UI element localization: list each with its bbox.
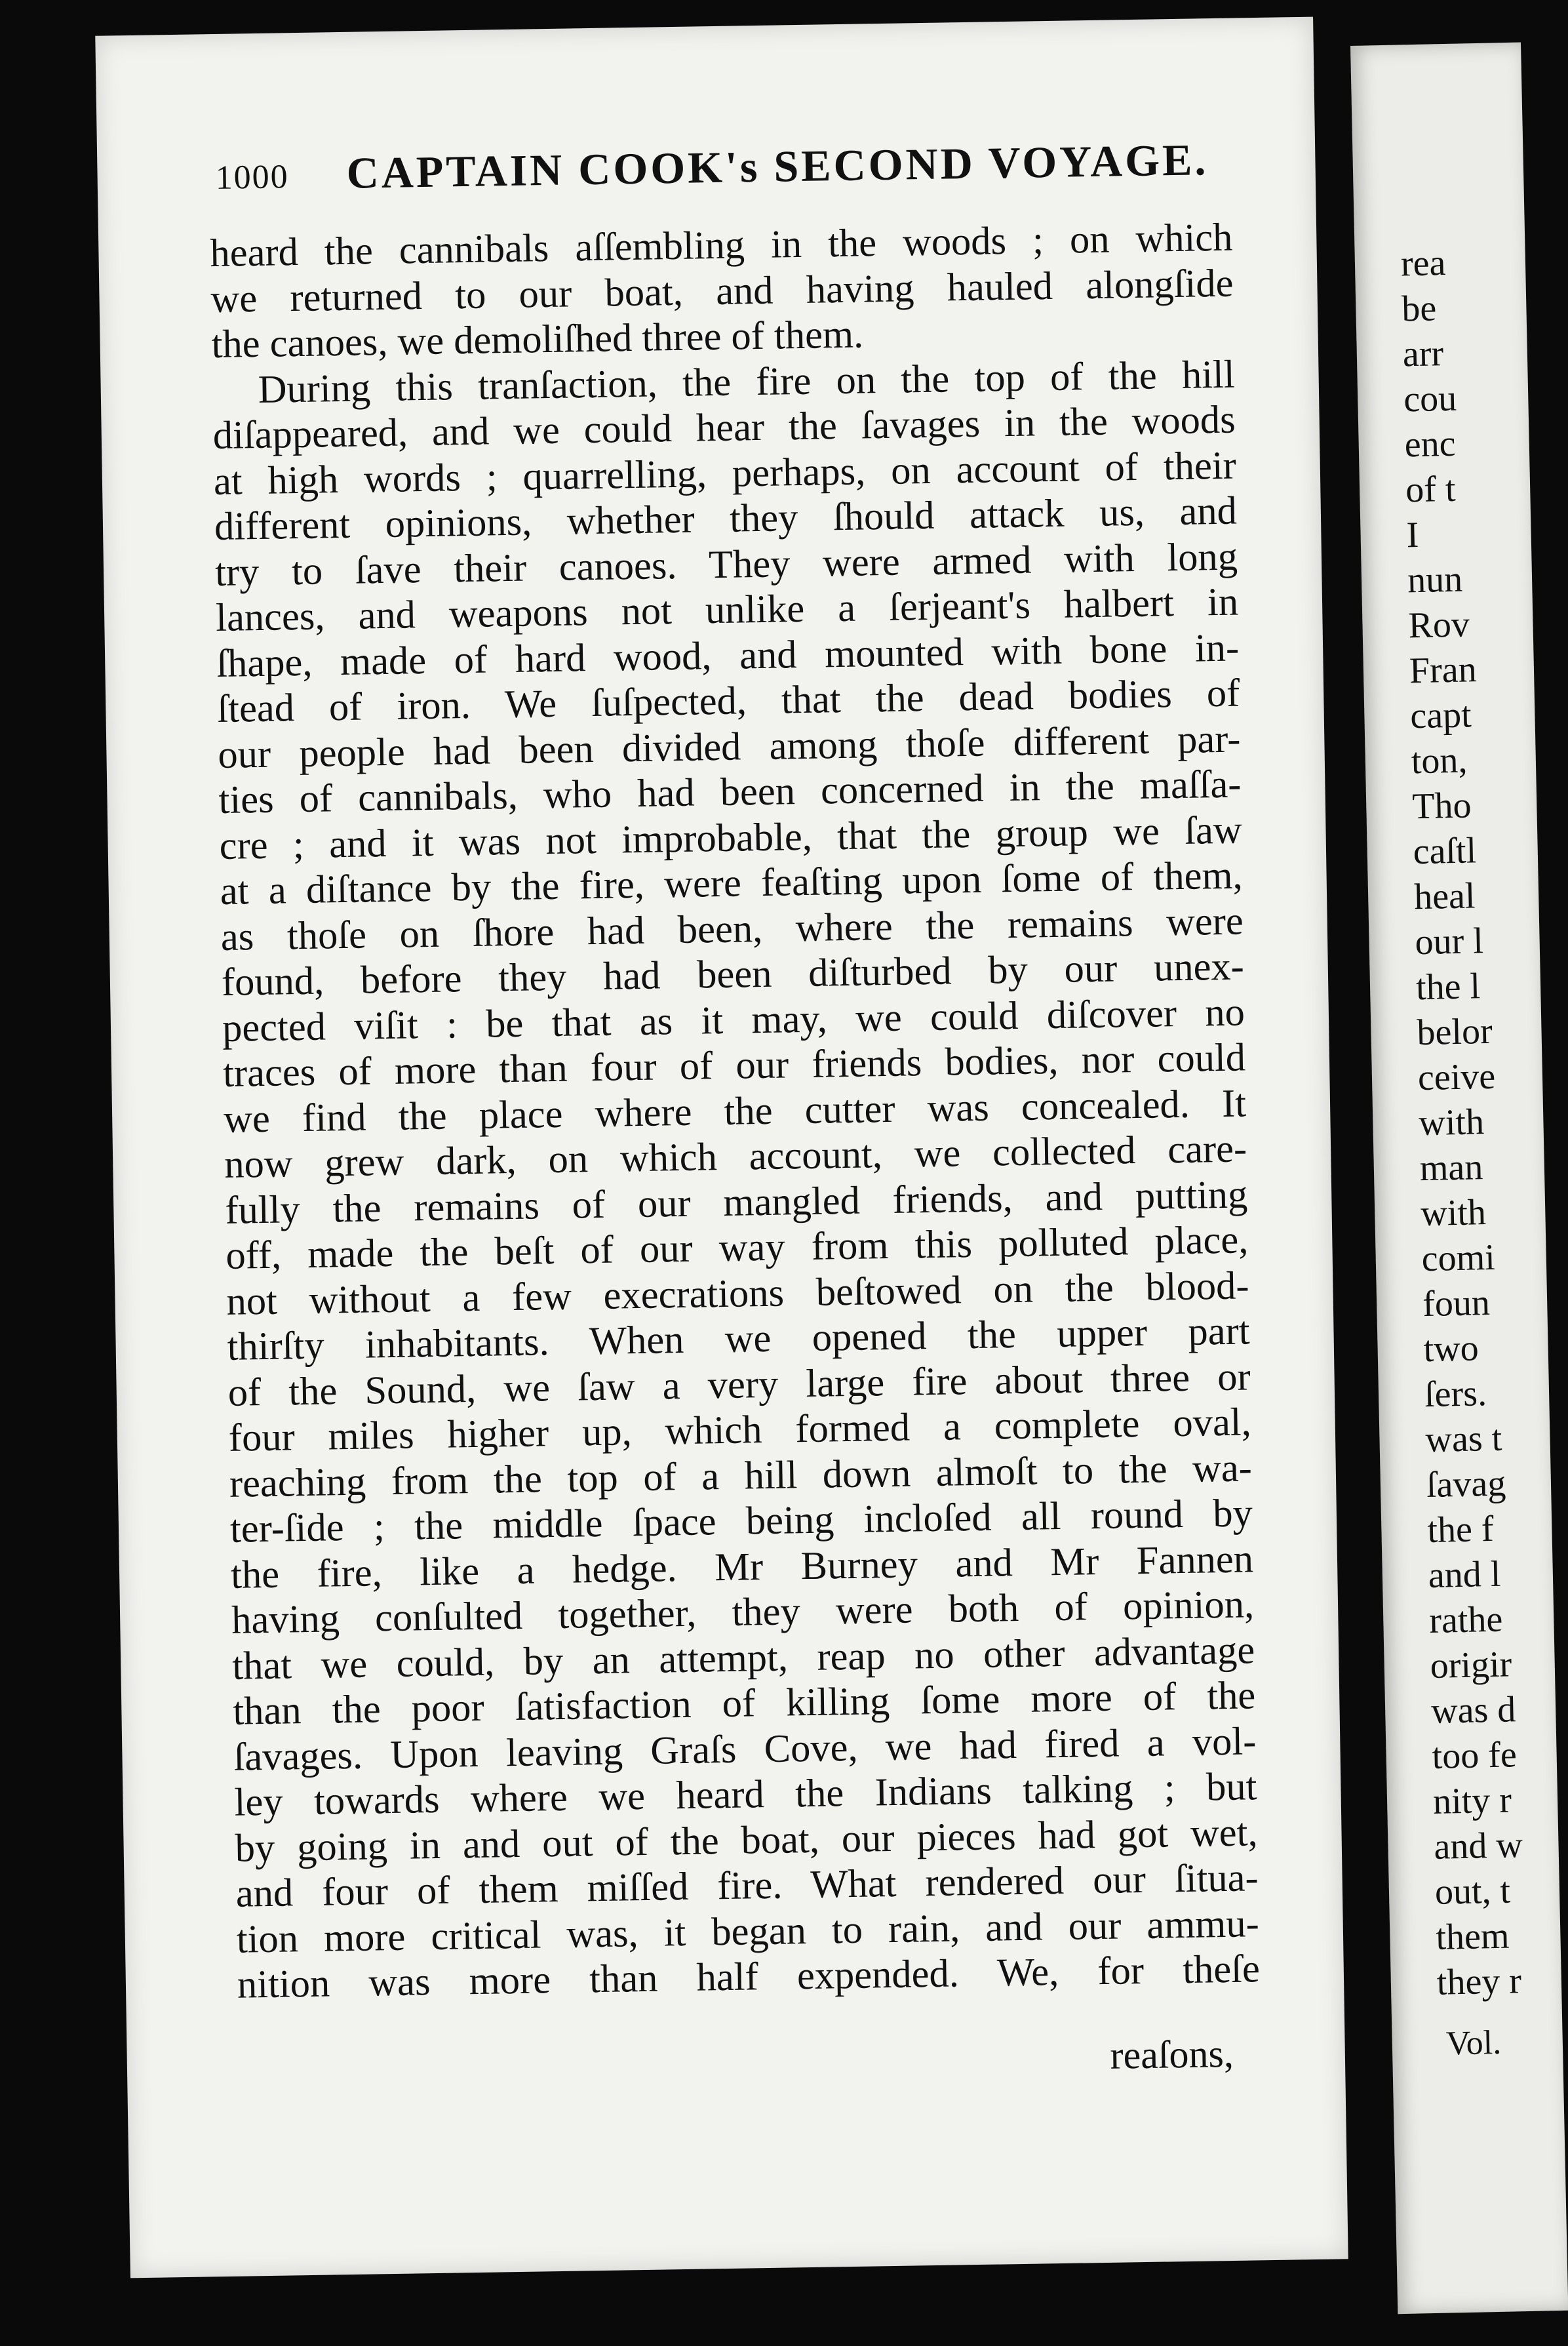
text-fragment: nun	[1407, 559, 1463, 601]
text-line: not without a few execrations beſtowed on the blood-	[226, 1263, 1249, 1324]
text-fragment: too fe	[1432, 1734, 1518, 1777]
text-line: diſappeared, and we could hear the ſavages in the woods	[212, 397, 1236, 458]
text-fragment: Rov	[1407, 604, 1470, 646]
text-fragment: with	[1418, 1102, 1485, 1144]
text-line: ley towards where we heard the Indians talking ; but	[234, 1764, 1257, 1825]
text-line: cre ; and it was not improbable, that the group we ſaw	[219, 807, 1243, 868]
text-line: found, before they had been diſturbed by our unex-	[221, 944, 1245, 1004]
text-fragment: ceive	[1417, 1056, 1496, 1099]
text-line: thirſty inhabitants. When we opened the upper part	[227, 1309, 1251, 1369]
text-fragment: two	[1423, 1328, 1480, 1370]
text-line: now grew dark, on which account, we collected care-	[224, 1126, 1247, 1187]
text-fragment: with	[1420, 1192, 1487, 1235]
text-line: ſhape, made of hard wood, and mounted with bone in-	[216, 626, 1240, 686]
text-line: at a diſtance by the fire, were feaſting upon ſome of them,	[220, 853, 1244, 913]
text-line: having conſulted together, they were both of opinion,	[231, 1582, 1255, 1642]
text-line: off, made the beſt of our way from this polluted place,	[225, 1218, 1249, 1278]
text-line: we find the place where the cutter was concealed. It	[223, 1081, 1247, 1142]
text-fragment: cou	[1403, 378, 1457, 420]
text-fragment: rathe	[1428, 1599, 1503, 1641]
text-fragment: and w	[1433, 1825, 1523, 1867]
text-line: by going in and out of the boat, our pieces had got wet,	[235, 1810, 1259, 1871]
text-line: tion more critical was, it began to rain, and our ammu-	[236, 1901, 1260, 1962]
text-line: of the Sound, we ſaw a very large fire about three or	[227, 1354, 1251, 1415]
text-fragment: enc	[1404, 423, 1457, 466]
text-line: different opinions, whether they ſhould attack us, and	[214, 488, 1238, 549]
text-line: traces of more than four of our friends bodies, nor could	[222, 1035, 1246, 1096]
text-line: our people had been divided among thoſe different par-	[217, 716, 1241, 777]
text-fragment: Tho	[1411, 785, 1472, 827]
text-line: the canoes, we demoliſhed three of them.	[211, 312, 864, 367]
text-line: at high words ; quarrelling, perhaps, on account of their	[213, 443, 1237, 504]
text-line: heard the cannibals aſſembling in the woods ; on which	[209, 215, 1233, 276]
text-fragment: foun	[1422, 1282, 1491, 1325]
text-line: ſtead of iron. We ſuſpected, that the dead bodies of	[216, 671, 1240, 732]
page-header	[215, 129, 1237, 210]
text-fragment: capt	[1409, 694, 1472, 737]
text-fragment: nity r	[1432, 1779, 1512, 1822]
text-fragment: heal	[1413, 875, 1476, 918]
text-fragment: ſers.	[1424, 1373, 1487, 1416]
text-fragment: and l	[1428, 1553, 1501, 1597]
text-line: we returned to our boat, and having hauled alongſide	[210, 261, 1234, 321]
text-fragment: be	[1401, 288, 1437, 330]
text-fragment: our l	[1415, 921, 1484, 963]
text-line: nition was more than half expended. We, for theſe	[237, 1947, 1261, 2007]
text-fragment: I	[1406, 514, 1419, 556]
text-line: fully the remains of our mangled friends, and putting	[224, 1172, 1248, 1233]
catchword: reaſons,	[1110, 2031, 1234, 2077]
text-fragment: origir	[1430, 1644, 1512, 1686]
running-title: CAPTAIN COOK's SECOND VOYAGE.	[345, 134, 1209, 198]
text-fragment: the l	[1415, 966, 1481, 1008]
text-line: reaching from the top of a hill down almoſt to the wa-	[229, 1445, 1253, 1506]
body-text	[210, 215, 1260, 2008]
text-fragment: caſtl	[1413, 830, 1477, 873]
right-page	[1350, 43, 1568, 2315]
left-page	[95, 17, 1348, 2278]
text-line: the fire, like a hedge. Mr Burney and Mr Fannen	[230, 1536, 1254, 1597]
text-fragment: Fran	[1409, 649, 1478, 692]
text-fragment: was t	[1424, 1418, 1502, 1461]
text-fragment: ſavag	[1426, 1463, 1506, 1506]
text-line: four miles higher up, which formed a complete oval,	[228, 1400, 1252, 1460]
text-line: ſavages. Upon leaving Graſs Cove, we had fired a vol-	[233, 1719, 1257, 1779]
text-fragment: out, t	[1434, 1870, 1511, 1913]
text-fragment: was d	[1430, 1689, 1516, 1732]
text-fragment: the f	[1426, 1508, 1495, 1551]
right-page-text-fragments	[1400, 240, 1526, 2006]
text-line: try to ſave their canoes. They were armed with long	[214, 534, 1238, 595]
text-line: and four of them miſſed fire. What rendered our ſitua-	[235, 1856, 1259, 1916]
text-line: lances, and weapons not unlike a ſerjeant's halbert in	[215, 580, 1239, 641]
signature-mark: Vol.	[1445, 2023, 1502, 2063]
page-number: 1000	[215, 158, 290, 197]
text-fragment: of t	[1405, 468, 1457, 511]
text-line: as thoſe on ſhore had been, where the remains were	[220, 898, 1244, 959]
text-fragment: belor	[1416, 1010, 1493, 1054]
text-line: ter-ſide ; the middle ſpace being incloſed all round by	[229, 1491, 1253, 1551]
text-line: ties of cannibals, who had been concerned in the maſſa-	[218, 762, 1242, 822]
text-fragment: they r	[1436, 1960, 1522, 2003]
text-fragment: ton,	[1411, 740, 1468, 782]
text-fragment: comi	[1421, 1237, 1496, 1280]
text-line: than the poor ſatisfaction of killing ſome more of the	[232, 1673, 1256, 1734]
text-fragment: them	[1435, 1915, 1510, 1958]
text-line: pected viſit : be that as it may, we could diſcover no	[222, 989, 1245, 1050]
text-fragment: man	[1419, 1147, 1483, 1189]
text-line: During this tranſaction, the fire on the top of the hill	[258, 352, 1236, 412]
text-line: that we could, by an attempt, reap no other advantage	[231, 1627, 1255, 1688]
text-fragment: rea	[1400, 243, 1446, 285]
text-fragment: arr	[1402, 333, 1444, 375]
